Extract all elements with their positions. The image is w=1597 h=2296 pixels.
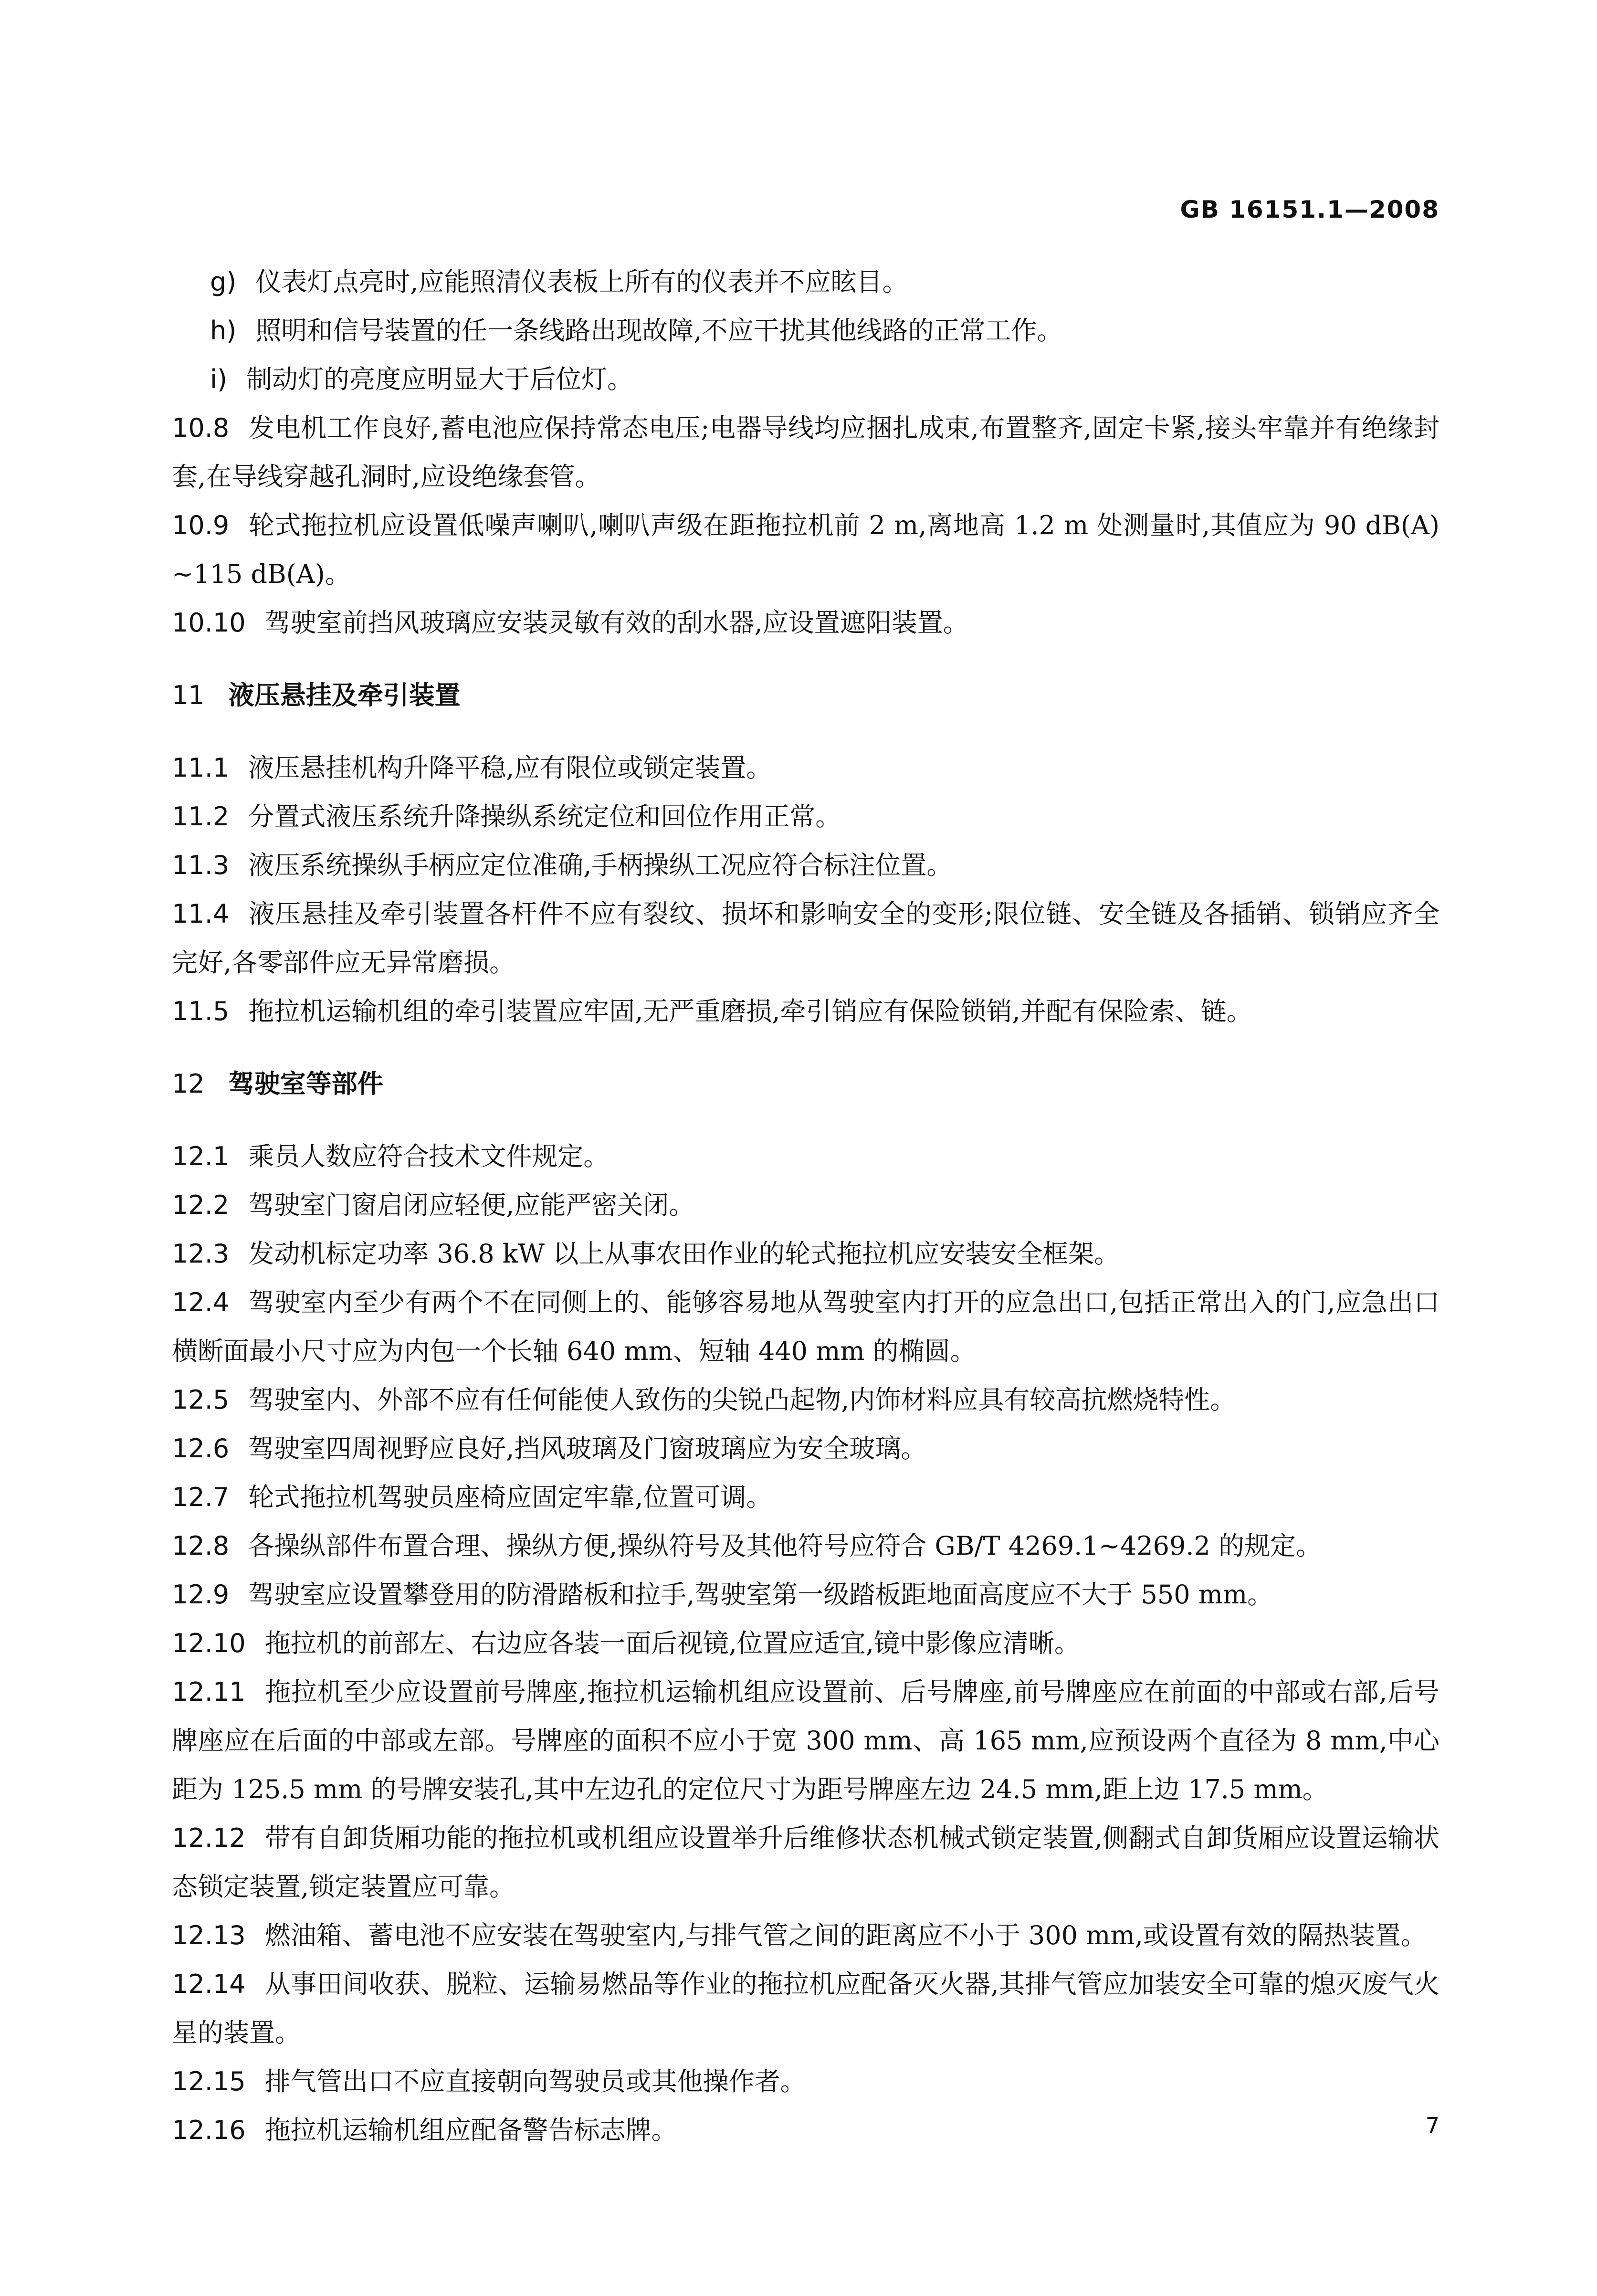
clause-text: 驾驶室内、外部不应有任何能使人致伤的尖锐凸起物,内饰材料应具有较高抗燃烧特性。 <box>248 1385 1236 1415</box>
clause-text: 液压悬挂机构升降平稳,应有限位或锁定装置。 <box>248 753 772 783</box>
clause-number: 12.12 <box>172 1823 246 1853</box>
clause-number: 12.10 <box>172 1628 246 1658</box>
clause <box>172 2057 1439 2106</box>
page-number: 7 <box>1425 2113 1439 2138</box>
clause-text: 拖拉机的前部左、右边应各装一面后视镜,位置应适宜,镜中影像应清晰。 <box>264 1628 1080 1658</box>
clause-text: 从事田间收获、脱粒、运输易燃品等作业的拖拉机应配备灭火器,其排气管应加装安全可靠的熄灭废气火星的装置。 <box>172 1969 1439 2048</box>
section-11-items <box>172 744 1439 1036</box>
clause <box>172 890 1439 987</box>
clause <box>172 1132 1439 1181</box>
clause-text: 带有自卸货厢功能的拖拉机或机组应设置举升后维修状态机械式锁定装置,侧翻式自卸货厢应设置运输状态锁定装置,锁定装置应可靠。 <box>172 1823 1439 1902</box>
clause-number: 12.4 <box>172 1287 230 1317</box>
clause-number: 12.6 <box>172 1433 230 1464</box>
section-heading-11 <box>172 671 1439 720</box>
clause-number: 12.15 <box>172 2066 246 2096</box>
clause-number: 11.2 <box>172 801 230 832</box>
section-number: 11 <box>172 680 205 710</box>
clause-text: 驾驶室应设置攀登用的防滑踏板和拉手,驾驶室第一级踏板距地面高度应不大于 550 mm。 <box>248 1580 1273 1610</box>
clause-text: 燃油箱、蓄电池不应安装在驾驶室内,与排气管之间的距离应不小于 300 mm,或设置有效的隔热装置。 <box>264 1920 1427 1950</box>
document-id: GB 16151.1—2008 <box>1180 196 1439 223</box>
clause <box>172 501 1439 599</box>
clause-text: 驾驶室门窗启闭应轻便,应能严密关闭。 <box>248 1190 695 1220</box>
section-title: 液压悬挂及牵引装置 <box>228 680 461 710</box>
clause-number: 12.3 <box>172 1239 230 1269</box>
clause <box>172 841 1439 890</box>
clause-number: 12.8 <box>172 1531 230 1561</box>
clause-number: 12.7 <box>172 1482 230 1512</box>
clause-text: 发电机工作良好,蓄电池应保持常态电压;电器导线均应捆扎成束,布置整齐,固定卡紧,接头牢靠并有绝缘封套,在导线穿越孔洞时,应设绝缘套管。 <box>172 413 1439 492</box>
clause-number: 10.8 <box>172 413 230 443</box>
clause <box>172 404 1439 501</box>
clause <box>172 1960 1439 2057</box>
clause-number: i) <box>210 364 228 394</box>
clause-text: 分置式液压系统升降操纵系统定位和回位作用正常。 <box>248 801 841 832</box>
clause-number: g) <box>210 267 237 297</box>
clause-number: 12.13 <box>172 1920 246 1950</box>
clause <box>172 306 1439 355</box>
clause-number: 10.10 <box>172 608 246 638</box>
clause-text: 驾驶室前挡风玻璃应安装灵敏有效的刮水器,应设置遮阳装置。 <box>264 608 969 638</box>
clause-number: 11.5 <box>172 996 230 1026</box>
clause <box>172 1230 1439 1278</box>
clause <box>172 1814 1439 1911</box>
clause <box>172 1570 1439 1619</box>
section-title: 驾驶室等部件 <box>228 1069 383 1099</box>
section-12-items <box>172 1132 1439 2155</box>
clause-text: 拖拉机运输机组应配备警告标志牌。 <box>264 2115 677 2145</box>
clause-number: 12.11 <box>172 1677 246 1707</box>
clause <box>172 744 1439 792</box>
clause <box>172 1424 1439 1473</box>
clause-number: 12.16 <box>172 2115 246 2145</box>
clause <box>172 792 1439 841</box>
clause-number: 12.1 <box>172 1141 230 1171</box>
page-content <box>172 258 1439 2155</box>
clause <box>172 1911 1439 1960</box>
clause <box>172 2106 1439 2155</box>
clause-text: 排气管出口不应直接朝向驾驶员或其他操作者。 <box>264 2066 806 2096</box>
clause-number: 12.5 <box>172 1385 230 1415</box>
clause-number: 11.4 <box>172 899 230 929</box>
clause <box>172 1278 1439 1376</box>
clause <box>172 987 1439 1036</box>
clause-text: 驾驶室四周视野应良好,挡风玻璃及门窗玻璃应为安全玻璃。 <box>248 1433 927 1464</box>
clause-text: 拖拉机运输机组的牵引装置应牢固,无严重磨损,牵引销应有保险锁销,并配有保险索、链。 <box>248 996 1252 1026</box>
clause-number: 11.3 <box>172 850 230 880</box>
clause-text: 液压悬挂及牵引装置各杆件不应有裂纹、损坏和影响安全的变形;限位链、安全链及各插销、锁销应齐全完好,各零部件应无异常磨损。 <box>172 899 1439 978</box>
clause-text: 驾驶室内至少有两个不在同侧上的、能够容易地从驾驶室内打开的应急出口,包括正常出入的门,应急出口横断面最小尺寸应为内包一个长轴 640 mm、短轴 440 mm 的椭圆。 <box>172 1287 1439 1366</box>
section-number: 12 <box>172 1069 205 1099</box>
clause <box>172 1181 1439 1230</box>
clause-number: 12.14 <box>172 1969 246 1999</box>
top-items <box>172 258 1439 647</box>
clause-text: 拖拉机至少应设置前号牌座,拖拉机运输机组应设置前、后号牌座,前号牌座应在前面的中部或右部,后号牌座应在后面的中部或左部。号牌座的面积不应小于宽 300 mm、高 165 mm,应预设两个直径为 8 mm,中心距为 125.5 mm 的号牌安装孔,其中左边孔的定位尺寸为距号牌座左边 24.5 mm,距上边 17.5 mm。 <box>172 1677 1439 1804</box>
clause <box>172 1376 1439 1424</box>
clause-number: 12.9 <box>172 1580 230 1610</box>
clause-text: 轮式拖拉机驾驶员座椅应固定牢靠,位置可调。 <box>248 1482 772 1512</box>
clause <box>172 1668 1439 1814</box>
clause <box>172 258 1439 306</box>
clause-text: 制动灯的亮度应明显大于后位灯。 <box>246 364 633 394</box>
clause-text: 轮式拖拉机应设置低噪声喇叭,喇叭声级在距拖拉机前 2 m,离地高 1.2 m 处测量时,其值应为 90 dB(A)~115 dB(A)。 <box>172 510 1439 589</box>
clause-text: 照明和信号装置的任一条线路出现故障,不应干扰其他线路的正常工作。 <box>255 316 1063 346</box>
clause-number: 11.1 <box>172 753 230 783</box>
clause-text: 发动机标定功率 36.8 kW 以上从事农田作业的轮式拖拉机应安装安全框架。 <box>248 1239 1120 1269</box>
clause-text: 仪表灯点亮时,应能照清仪表板上所有的仪表并不应眩目。 <box>255 267 908 297</box>
clause-text: 液压系统操纵手柄应定位准确,手柄操纵工况应符合标注位置。 <box>248 850 953 880</box>
section-heading-12 <box>172 1060 1439 1108</box>
clause <box>172 1473 1439 1522</box>
clause <box>172 1619 1439 1668</box>
clause <box>172 599 1439 647</box>
clause-text: 乘员人数应符合技术文件规定。 <box>248 1141 609 1171</box>
clause-number: 10.9 <box>172 510 230 540</box>
clause-number: h) <box>210 316 237 346</box>
clause-number: 12.2 <box>172 1190 230 1220</box>
clause <box>172 355 1439 404</box>
clause-text: 各操纵部件布置合理、操纵方便,操纵符号及其他符号应符合 GB/T 4269.1~4269.2 的规定。 <box>248 1531 1322 1561</box>
clause <box>172 1522 1439 1570</box>
